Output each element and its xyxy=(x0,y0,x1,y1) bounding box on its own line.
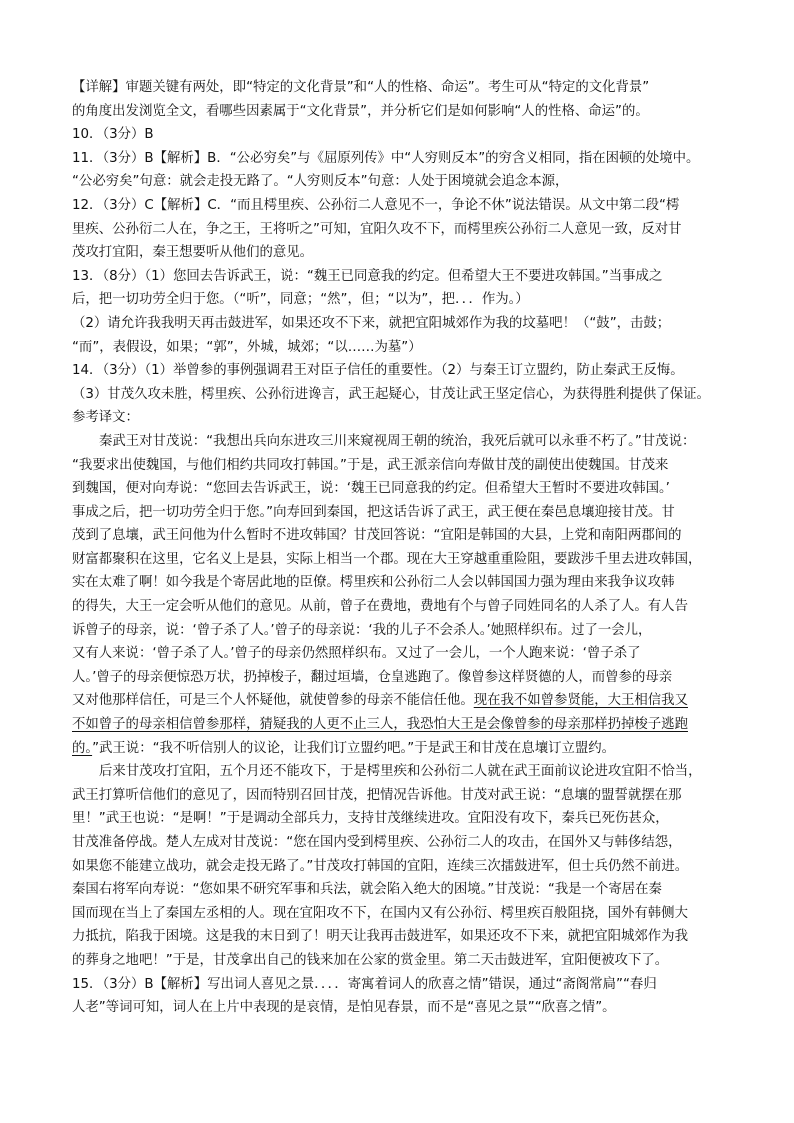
text-line xyxy=(72,689,722,713)
line-text: 如果您不能建立战功，就会走投无路了。”甘茂攻打韩国的宜阳，连续三次擂鼓进军，但士兵仍然不前进。 xyxy=(72,858,689,874)
line-text: 10．（3分）B xyxy=(72,127,154,143)
line-text: 实在太难了啊！如今我是个寄居此地的臣僚。樗里疾和公孙衍二人会以韩国国力强为理由来我争议攻韩 xyxy=(72,575,675,591)
text-line xyxy=(72,76,722,100)
text-line xyxy=(72,194,722,218)
text-line xyxy=(72,973,722,997)
line-text: 后，把一切功劳全归于您。（“听”，同意；“然”，但；“以为”，把．．．作为。） xyxy=(72,292,529,308)
text-line xyxy=(72,430,722,454)
document-body xyxy=(72,76,722,1020)
line-text: 又有人来说：‘曾子杀了人。’曾子的母亲仍然照样织布。又过了一会儿，一个人跑来说：‘曾子杀了 xyxy=(72,646,641,662)
line-text: 的。 xyxy=(72,740,93,756)
text-line xyxy=(72,878,722,902)
line-text: 人老”等词可知，词人在上片中表现的是哀情，是怕见春景，而不是“喜见之景”“欣喜之情”。 xyxy=(72,1000,616,1016)
text-line xyxy=(72,807,722,831)
line-text: 国而现在当上了秦国左丞相的人。现在宜阳攻不下，在国内又有公孙衍、樗里疾百般阻挠，国外有韩侧大 xyxy=(72,905,688,921)
text-line xyxy=(72,855,722,879)
text-line xyxy=(72,147,722,171)
text-line xyxy=(72,784,722,808)
text-line xyxy=(72,619,722,643)
text-line xyxy=(72,100,722,124)
line-text: 茂攻打宜阳，秦王想要听从他们的意见。 xyxy=(72,245,314,261)
line-text: 里！”武王也说：“是啊！”于是调动全部兵力，支持甘茂继续进攻。宜阳没有攻下，秦兵已死伤甚众， xyxy=(72,811,669,827)
text-line xyxy=(72,737,722,761)
line-text: “我要求出使魏国，与他们相约共同攻打韩国。”于是，武王派亲信向寿做甘茂的副使出使魏国。甘茂来 xyxy=(72,457,669,473)
line-text: “公必穷矣”句意：就会走投无路了。“人穷则反本”句意：人处于困境就会追念本源， xyxy=(72,174,569,190)
line-text: 力抵抗，陷我于困境。这是我的末日到了！明天让我再击鼓进军，如果还攻不下来，就把宜阳城郊作为我 xyxy=(72,929,688,945)
line-text-continued: 现在我不如曾参贤能，大王相信我又 xyxy=(473,693,688,709)
line-text: 的葬身之地吧！”于是，甘茂拿出自己的钱来加在公家的赏金里。第二天击鼓进军，宜阳便被攻下了。 xyxy=(72,952,669,968)
text-line xyxy=(72,336,722,360)
line-text: 茂到了息壤，武王问他为什么暂时不进攻韩国？甘茂回答说：“宜阳是韩国的大县，上党和南阳两郡间的 xyxy=(72,528,682,544)
line-text: 诉曾子的母亲，说：‘曾子杀了人。’曾子的母亲说：‘我的儿子不会杀人。’她照样织布。过了一会儿， xyxy=(72,622,652,638)
line-text: 事成之后，把一切功劳全归于您。”向寿回到秦国，把这话告诉了武王，武王便在秦邑息壤迎接甘茂。甘 xyxy=(72,504,675,520)
line-text: 13．（8分）（1）您回去告诉武王，说：“魏王已同意我的约定。但希望大王不要进攻韩国。”当事成之 xyxy=(72,268,663,284)
line-text-continued: ”武王说：“我不听信别人的议论，让我们订立盟约吧。”于是武王和甘茂在息壤订立盟约。 xyxy=(92,740,616,756)
line-text: （2）请允许我我明天再击鼓进军，如果还攻不下来，就把宜阳城郊作为我的坟墓吧！（“鼓”，击鼓； xyxy=(72,315,671,331)
line-text: 里疾、公孙衍二人在，争之王，王将听之”可知，宜阳久攻不下，而樗里疾公孙衍二人意见一致，反对甘 xyxy=(72,221,682,237)
text-line xyxy=(72,170,722,194)
line-text: “而”，表假设，如果；“郭”，外城，城郊；“以……为墓”） xyxy=(72,339,422,355)
text-line xyxy=(72,996,722,1020)
line-text: 武王打算听信他们的意见了，因而特别召回甘茂，把情况告诉他。甘茂对武王说：“息壤的盟誓就摆在那 xyxy=(72,787,682,803)
line-text: （3）甘茂久攻未胜，樗里疾、公孙衍进谗言，武王起疑心，甘茂让武王坚定信心，为获得胜利提供了保证。 xyxy=(72,386,710,402)
line-text: 秦国右将军向寿说：“您如果不研究军事和兵法，就会陷入绝大的困境。”甘茂说：“我是一个寄居在秦 xyxy=(72,882,662,898)
text-line xyxy=(72,501,722,525)
line-text: 财富都聚积在这里，它名义上是县，实际上相当一个郡。现在大王穿越重重险阻，要跋涉千里去进攻韩国， xyxy=(72,551,702,567)
text-line xyxy=(72,218,722,242)
line-text: 【详解】审题关键有两处，即“特定的文化背景”和“人的性格、命运”。考生可从“特定的文化背景” xyxy=(72,80,650,95)
line-text: 11．（3分）B【解析】B．“公必穷矣”与《屈原列传》中“人穷则反本”的穷含义相同，指在困顿的处境中。 xyxy=(72,150,700,166)
text-line xyxy=(72,359,722,383)
line-text: 12．（3分）C【解析】C．“而且樗里疾、公孙衍二人意见不一，争论不休”说法错误。从文中第二段“樗 xyxy=(72,197,680,213)
line-text: 后来甘茂攻打宜阳，五个月还不能攻下，于是樗里疾和公孙衍二人就在武王面前议论进攻宜阳不恰当， xyxy=(99,764,702,780)
text-line xyxy=(72,666,722,690)
line-text: 参考译文： xyxy=(72,410,139,426)
text-line xyxy=(72,949,722,973)
line-text: 14．（3分）（1）举曾参的事例强调君王对臣子信任的重要性。（2）与秦王订立盟约，防止秦武王反悔。 xyxy=(72,363,684,379)
line-text: 的得失，大王一定会听从他们的意见。从前，曾子在费地，费地有个与曾子同姓同名的人杀了人。有人告 xyxy=(72,599,688,615)
text-line xyxy=(72,288,722,312)
line-text: 到魏国，便对向寿说：“您回去告诉武王，说：‘魏王已同意我的约定。但希望大王暂时不要进攻韩国。’ xyxy=(72,481,670,497)
text-line xyxy=(72,831,722,855)
text-line xyxy=(72,406,722,430)
line-text: 15．（3分）B【解析】写出词人喜见之景．．．．寄寓着词人的欣喜之情”错误，通过“斋阁常扃”“春归 xyxy=(72,976,657,992)
text-line xyxy=(72,265,722,289)
text-line xyxy=(72,760,722,784)
text-line xyxy=(72,383,722,407)
text-line xyxy=(72,902,722,926)
line-text: 的角度出发浏览全文，看哪些因素属于“文化背景”，并分析它们是如何影响“人的性格、命运”的。 xyxy=(72,103,649,119)
text-line xyxy=(72,713,722,737)
line-text: 不如曾子的母亲相信曾参那样，猜疑我的人更不止三人，我恐怕大王是会像曾参的母亲那样扔掉梭子逃跑 xyxy=(72,717,688,733)
text-line xyxy=(72,925,722,949)
text-line xyxy=(72,477,722,501)
text-line xyxy=(72,571,722,595)
line-text: 人。’曾子的母亲便惊恐万状，扔掉梭子，翻过垣墙，仓皇逃跑了。像曾参这样贤德的人，而曾参的母亲 xyxy=(72,669,673,685)
line-text: 又对他那样信任，可是三个人怀疑他，就使曾参的母亲不能信任他。 xyxy=(72,693,474,709)
line-text: 甘茂准备停战。楚人左成对甘茂说：“您在国内受到樗里疾、公孙衍二人的攻击，在国外又与韩侈结怨， xyxy=(72,835,682,850)
text-line xyxy=(72,595,722,619)
text-line xyxy=(72,123,722,147)
text-line xyxy=(72,642,722,666)
text-line xyxy=(72,524,722,548)
text-line xyxy=(72,454,722,478)
text-line xyxy=(72,312,722,336)
line-text: 秦武王对甘茂说：“我想出兵向东进攻三川来窥视周王朝的统治，我死后就可以永垂不朽了。”甘茂说： xyxy=(99,433,696,449)
text-line xyxy=(72,241,722,265)
text-line xyxy=(72,548,722,572)
